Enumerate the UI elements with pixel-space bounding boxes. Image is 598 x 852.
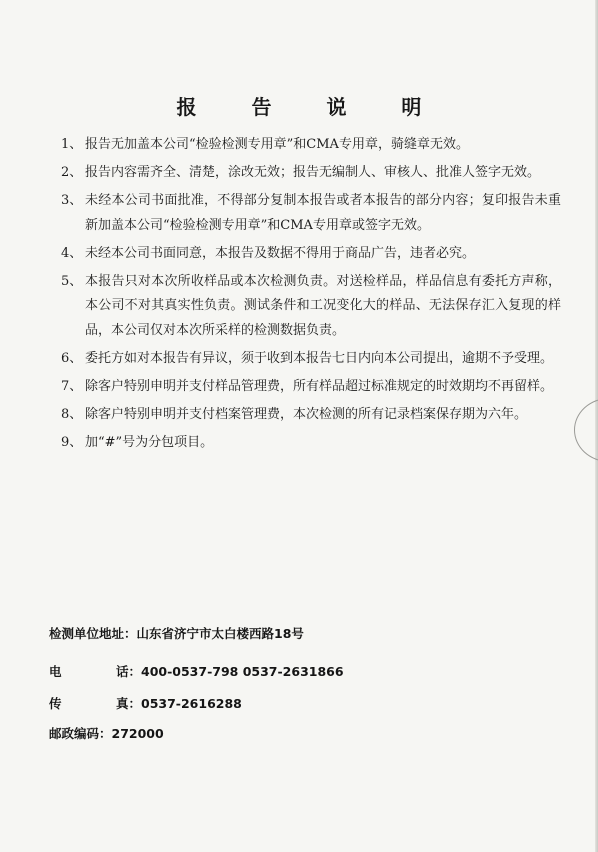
address-line	[49, 624, 304, 642]
fax-label	[49, 694, 141, 712]
fax-label-part: 真：	[115, 696, 141, 711]
address-label: 检测单位地址：	[49, 626, 137, 641]
note-text: 未经本公司书面批准，不得部分复制本报告或者本报告的部分内容；复印报告未重新加盖本公司“检验检测专用章”和CMA专用章或签字无效。	[85, 193, 561, 233]
note-item	[61, 161, 561, 186]
note-item	[61, 133, 561, 158]
note-item	[61, 375, 561, 400]
note-number: 5、	[61, 273, 83, 289]
note-text: 加“#”号为分包项目。	[85, 434, 214, 450]
note-number: 3、	[61, 193, 83, 208]
note-item	[61, 347, 561, 372]
postcode-label: 邮政编码：	[49, 726, 112, 741]
note-text: 报告内容需齐全、清楚，涂改无效；报告无编制人、审核人、批准人签字无效。	[85, 165, 541, 180]
note-item	[61, 189, 561, 238]
page-title: 报 告 说 明	[176, 95, 446, 119]
note-item	[61, 403, 561, 428]
phone-label-part: 话：	[115, 664, 141, 679]
note-number: 6、	[61, 350, 83, 366]
note-number: 4、	[61, 245, 83, 261]
note-text: 除客户特别申明并支付档案管理费，本次检测的所有记录档案保存期为六年。	[85, 406, 528, 422]
note-number: 1、	[61, 137, 83, 152]
note-number: 7、	[61, 378, 83, 394]
stamp-ring	[574, 398, 598, 462]
phone-label-part: 电	[49, 664, 62, 679]
note-item	[61, 270, 561, 344]
address-value: 山东省济宁市太白楼西路18号	[136, 626, 304, 641]
phone-label	[49, 662, 141, 680]
postcode-line	[49, 724, 164, 742]
phone-line	[49, 662, 344, 680]
note-text: 报告无加盖本公司“检验检测专用章”和CMA专用章，骑缝章无效。	[85, 137, 469, 152]
note-item	[61, 242, 561, 267]
postcode-value: 272000	[111, 726, 164, 741]
fax-value: 0537-2616288	[141, 696, 242, 711]
note-text: 未经本公司书面同意，本报告及数据不得用于商品广告，违者必究。	[85, 245, 476, 261]
note-text: 本报告只对本次所收样品或本次检测负责。对送检样品，样品信息有委托方声称，本公司不对其真实性负责。测试条件和工况变化大的样品、无法保存汇入复现的样品，本公司仅对本次所采样的检测数据负责。	[85, 273, 561, 338]
report-notes-list	[61, 133, 561, 459]
note-number: 2、	[61, 165, 83, 180]
seam-stamp-fragment	[572, 398, 598, 462]
note-number: 9、	[61, 434, 83, 450]
note-item	[61, 431, 561, 456]
note-number: 8、	[61, 406, 83, 422]
fax-line	[49, 694, 242, 712]
note-text: 委托方如对本报告有异议，须于收到本报告七日内向本公司提出，逾期不予受理。	[85, 350, 554, 366]
fax-label-part: 传	[49, 696, 62, 711]
note-text: 除客户特别申明并支付样品管理费，所有样品超过标准规定的时效期均不再留样。	[85, 378, 554, 394]
phone-value: 400-0537-798 0537-2631866	[141, 664, 344, 679]
